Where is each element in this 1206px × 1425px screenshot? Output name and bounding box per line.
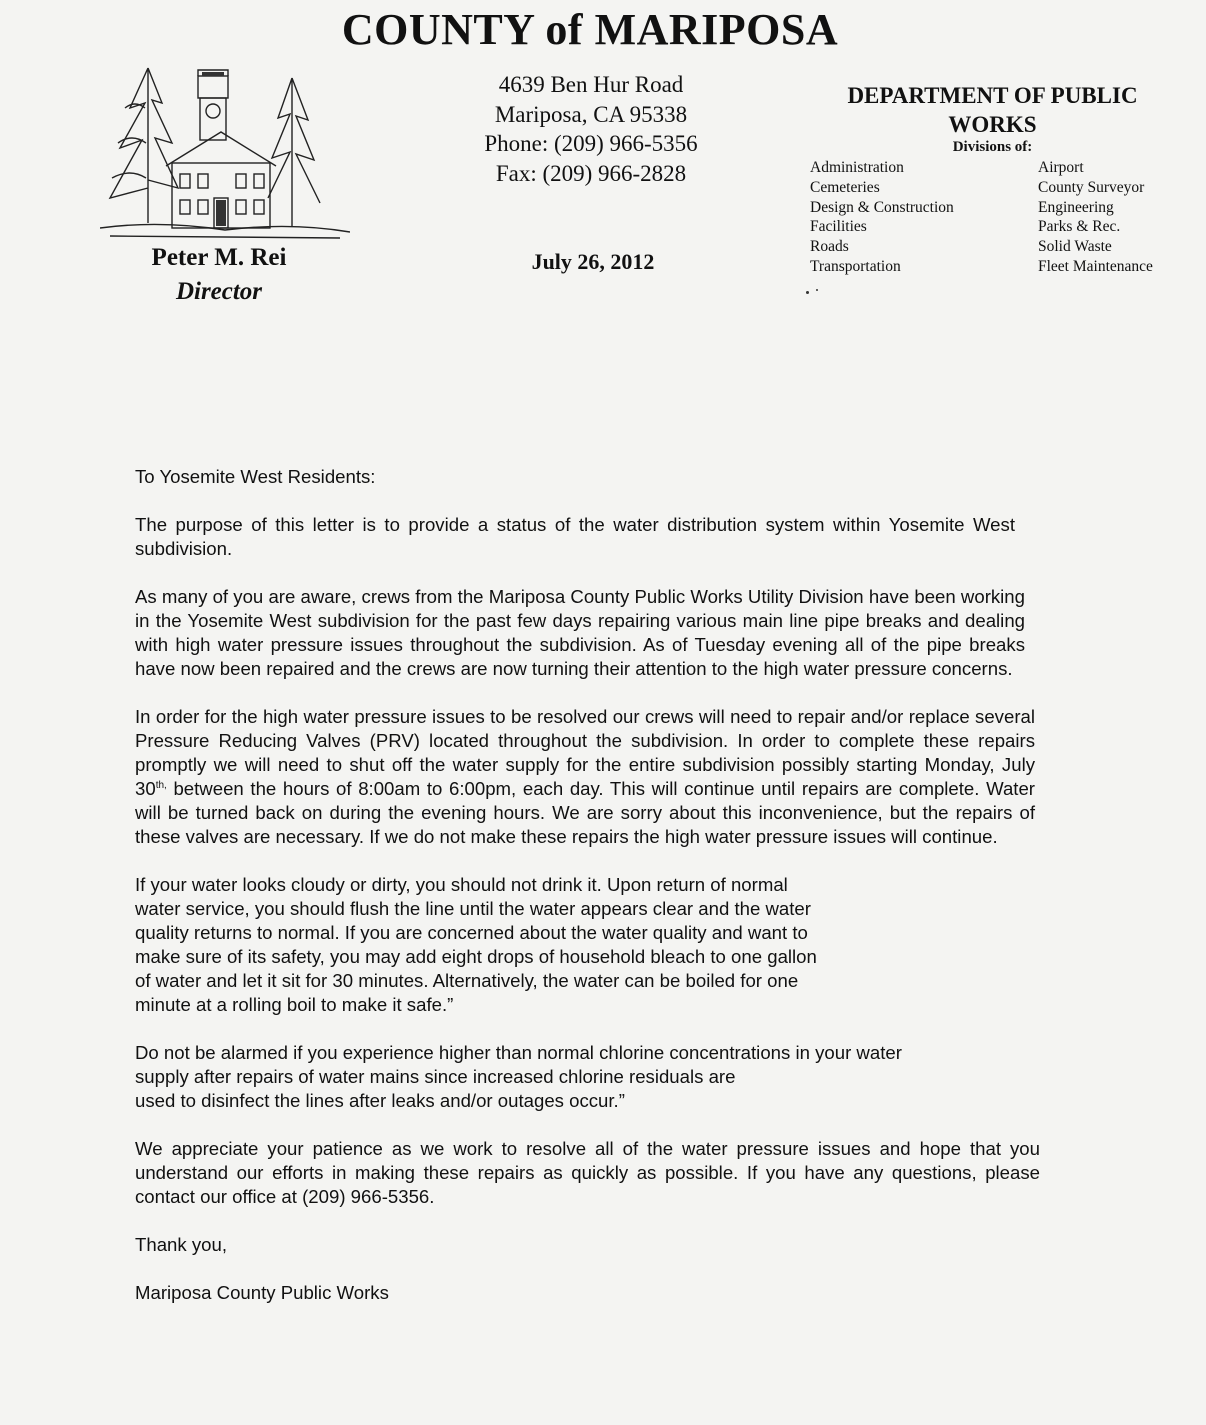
address-block xyxy=(440,70,742,188)
county-title: COUNTY of MARIPOSA xyxy=(341,5,839,54)
phone-number: Phone: (209) 966-5356 xyxy=(484,131,698,156)
paragraph-water-quality xyxy=(135,873,1075,1017)
paragraph-repairs xyxy=(135,705,1035,849)
paragraph-appreciation: We appreciate your patience as we work to resolve all of the water pressure issues and hope that you understand our efforts in making these repairs as quickly as possible. If you have any questions, please contact our office at (209) 966-5356. xyxy=(135,1138,1040,1207)
text-line: of water and let it sit for 30 minutes. Alternatively, the water can be boiled for one xyxy=(135,970,799,991)
letter-body xyxy=(135,465,1075,1329)
division-item: Fleet Maintenance xyxy=(1038,257,1153,275)
division-item: Cemeteries xyxy=(810,178,880,196)
division-item: Parks & Rec. xyxy=(1038,218,1121,236)
division-item: Engineering xyxy=(1038,198,1114,216)
courthouse-logo-icon xyxy=(100,48,350,243)
division-item: Airport xyxy=(1038,159,1084,176)
division-item: Design & Construction xyxy=(810,198,954,216)
paragraph-purpose: The purpose of this letter is to provide a status of the water distribution system within Yosemite West subdivision. xyxy=(135,514,1015,559)
director-name: Peter M. Rei xyxy=(151,244,287,271)
paragraph-status: As many of you are aware, crews from the Mariposa County Public Works Utility Division have been working in the Yosemite West subdivision for the past few days repairing various main line pipe breaks and dealing with high water pressure issues throughout the subdivision. As of Tuesday evening all of the pipe breaks have now been repaired and the crews are now turning their attention to the high water pressure concerns. xyxy=(135,586,1025,679)
divisions-list-right xyxy=(1038,158,1153,277)
department-name-line1: DEPARTMENT OF PUBLIC xyxy=(847,83,1138,108)
text-line: minute at a rolling boil to make it safe.” xyxy=(135,994,454,1015)
division-item: Roads xyxy=(810,238,849,256)
paragraph-repairs-text-1: In order for the high water pressure issues to be resolved our crews will need to repair and/or replace several Pressure Reducing Valves (PRV) located throughout the subdivision. In order to complete these repairs promptly we will need to shut off the water supply for the entire subdivision possibly starting Monday, July 30 xyxy=(135,706,1035,799)
address-street: 4639 Ben Hur Road xyxy=(498,72,684,97)
division-item: County Surveyor xyxy=(1038,178,1145,196)
division-item: Administration xyxy=(810,159,904,176)
division-item: Facilities xyxy=(810,218,867,236)
divisions-list-left xyxy=(810,158,954,277)
scan-speck xyxy=(816,289,818,291)
division-item: Transportation xyxy=(810,257,901,275)
paragraph-chlorine xyxy=(135,1041,1075,1113)
division-item: Solid Waste xyxy=(1038,238,1112,256)
closing: Thank you, xyxy=(135,1234,227,1255)
address-city: Mariposa, CA 95338 xyxy=(494,101,688,127)
signature: Mariposa County Public Works xyxy=(135,1282,389,1303)
text-line: If your water looks cloudy or dirty, you should not drink it. Upon return of normal xyxy=(135,874,788,895)
text-line: supply after repairs of water mains since increased chlorine residuals are xyxy=(135,1066,736,1087)
letter-date: July 26, 2012 xyxy=(531,249,655,274)
department-name xyxy=(820,81,1165,139)
text-line: make sure of its safety, you may add eight drops of household bleach to one gallon xyxy=(135,946,817,967)
paragraph-repairs-text-2: between the hours of 8:00am to 6:00pm, each day. This will continue until repairs are complete. Water will be turned back on during the evening hours. We are sorry about this inconvenience, but the repairs of these valves are necessary. If we do not make these repairs the high water pressure issues will continue. xyxy=(135,778,1035,847)
director-title: Director xyxy=(175,278,263,305)
text-line: used to disinfect the lines after leaks and/or outages occur.” xyxy=(135,1090,625,1111)
text-line: quality returns to normal. If you are concerned about the water quality and want to xyxy=(135,922,808,943)
text-line: water service, you should flush the line until the water appears clear and the water xyxy=(135,898,811,919)
fax-number: Fax: (209) 966-2828 xyxy=(495,160,687,186)
salutation: To Yosemite West Residents: xyxy=(135,466,376,487)
department-name-line2: WORKS xyxy=(948,112,1037,137)
scan-speck xyxy=(806,291,809,294)
date-suffix: th, xyxy=(155,779,167,791)
divisions-heading: Divisions of: xyxy=(952,139,1033,155)
text-line: Do not be alarmed if you experience higher than normal chlorine concentrations in your water xyxy=(135,1042,902,1063)
